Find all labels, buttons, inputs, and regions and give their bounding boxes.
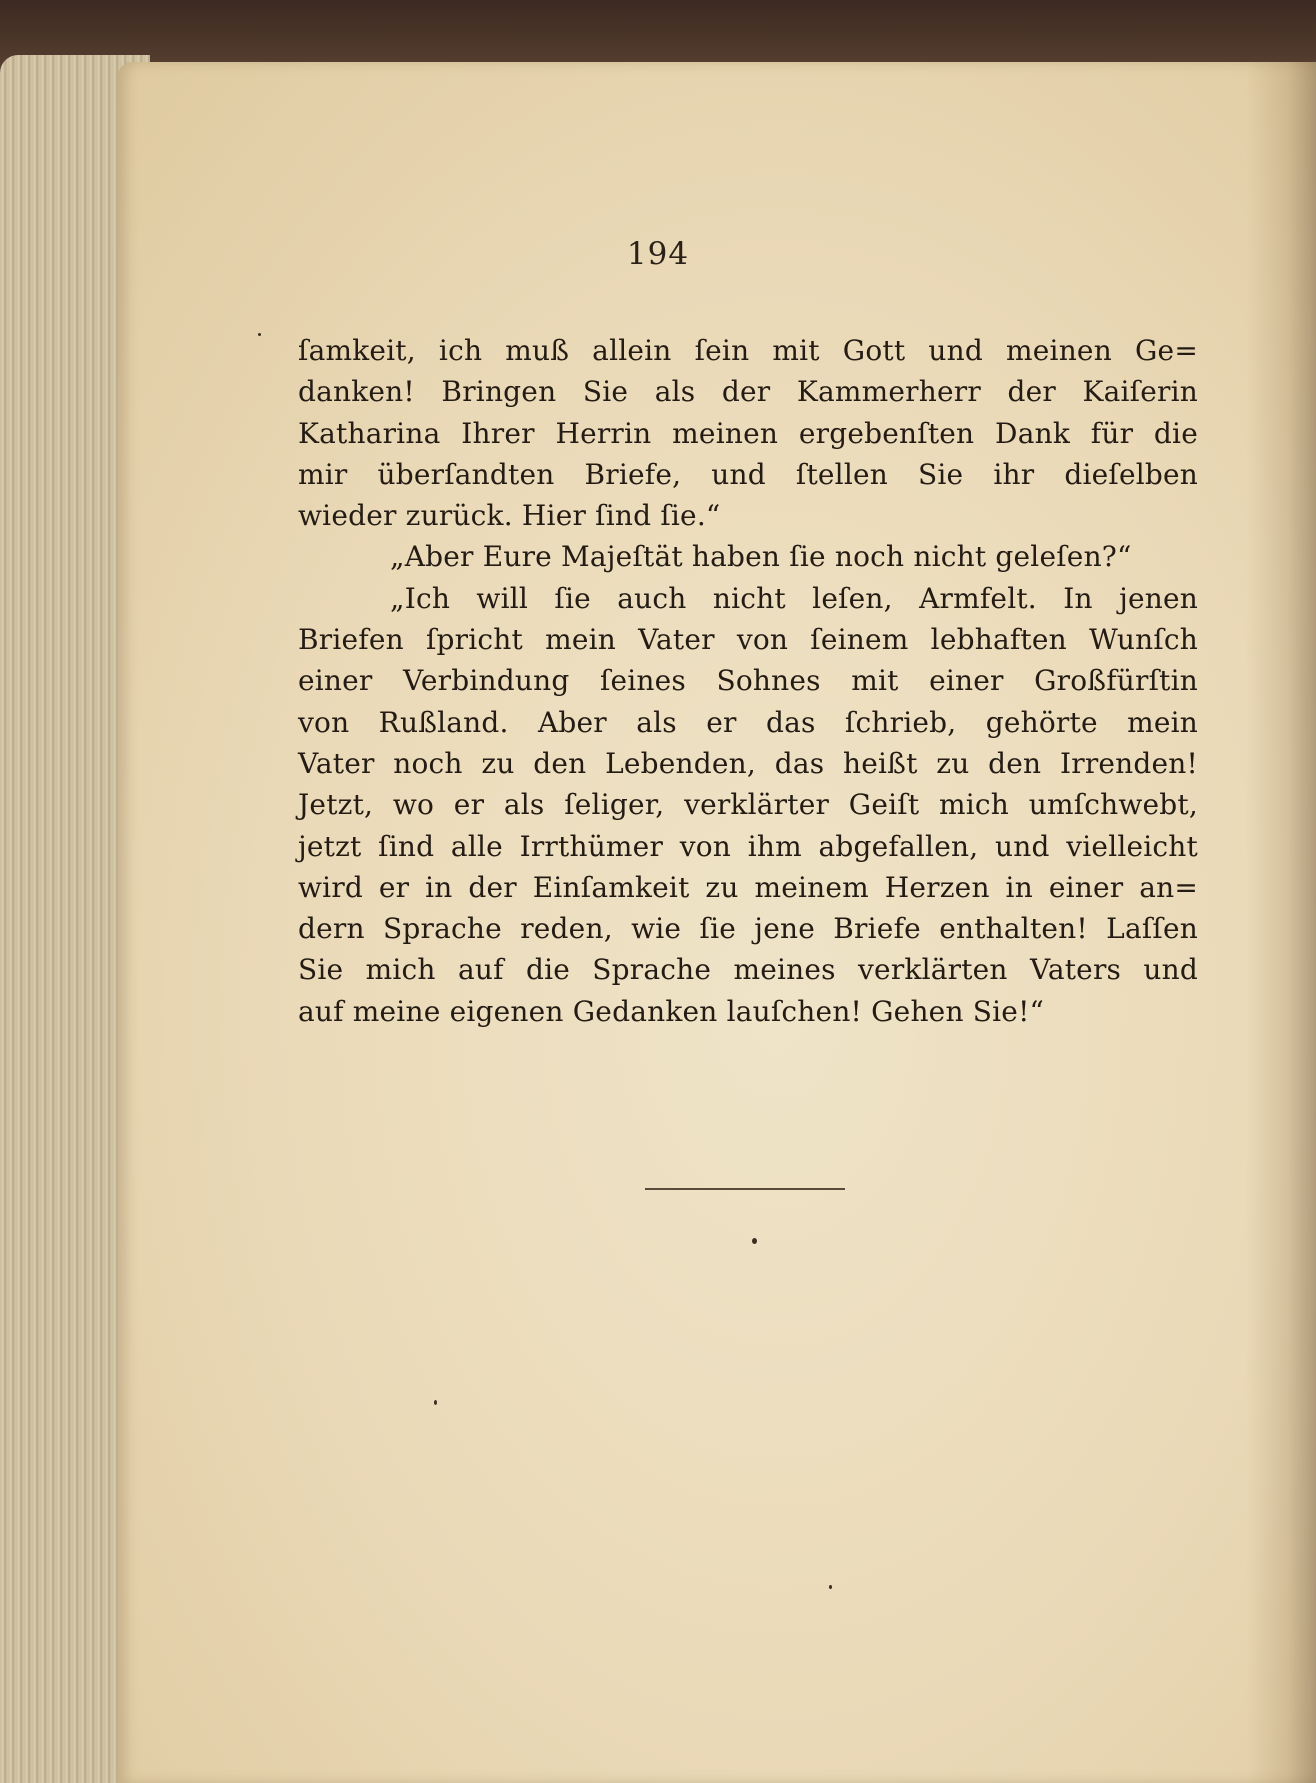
text-line: einer Verbindung ſeines Sohnes mit einer Großfürſtin (298, 664, 1198, 698)
paper-speck (434, 1400, 437, 1405)
paper-speck (829, 1585, 832, 1589)
text-line: Katharina Ihrer Herrin meinen ergebenſten Dank für die (298, 416, 1198, 450)
text-line: wieder zurück. Hier ſind ſie.“ (298, 499, 721, 533)
text-line: „Ich will ſie auch nicht leſen, Armfelt. In jenen (390, 581, 1198, 615)
body-text (298, 330, 1198, 1032)
text-line: Sie mich auf die Sprache meines verklärten Vaters und (298, 953, 1198, 987)
text-line: wird er in der Einſamkeit zu meinem Herzen in einer an= (298, 870, 1198, 904)
text-line: mir überſandten Briefe, und ſtellen Sie ihr dieſelben (298, 457, 1198, 491)
page-number: 194 (626, 236, 690, 272)
text-line: dern Sprache reden, wie ſie jene Briefe enthalten! Laſſen (298, 912, 1198, 946)
text-line: danken! Bringen Sie als der Kammerherr der Kaiſerin (298, 375, 1198, 409)
paper-speck (258, 333, 261, 336)
text-line: von Rußland. Aber als er das ſchrieb, gehörte mein (298, 705, 1198, 739)
text-line: Jetzt, wo er als ſeliger, verklärter Geiſt mich umſchwebt, (298, 788, 1198, 822)
text-line: „Aber Eure Majeſtät haben ſie noch nicht geleſen?“ (390, 540, 1132, 574)
text-line: ſamkeit, ich muß allein ſein mit Gott und meinen Ge= (298, 334, 1198, 367)
paper-speck (752, 1238, 757, 1244)
text-line: jetzt ſind alle Irrthümer von ihm abgefallen, und vielleicht (298, 829, 1198, 863)
section-divider (645, 1188, 845, 1190)
spine-shadow (1246, 62, 1316, 1783)
text-line: Vater noch zu den Lebenden, das heißt zu den Irrenden! (298, 746, 1198, 780)
text-line: auf meine eigenen Gedanken lauſchen! Gehen Sie!“ (298, 994, 1045, 1028)
text-line: Briefen ſpricht mein Vater von ſeinem lebhaften Wunſch (298, 623, 1198, 657)
